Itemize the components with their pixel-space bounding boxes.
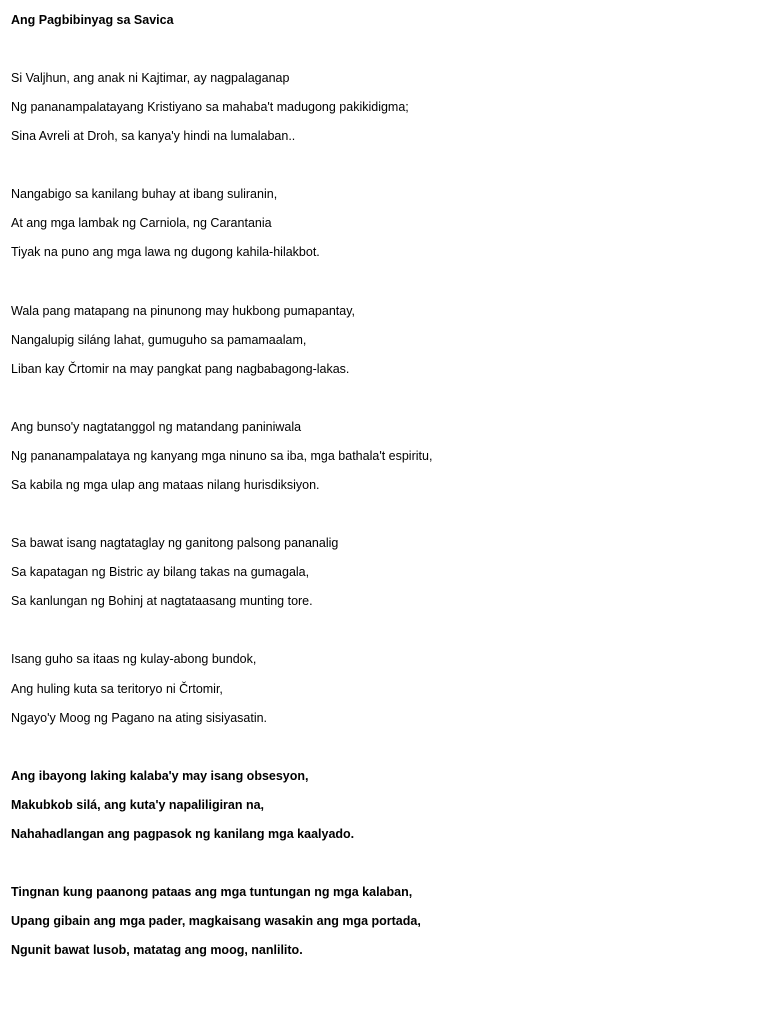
stanza-6 [11,650,751,737]
stanza-gap [11,273,751,302]
poem-line: Si Valjhun, ang anak ni Kajtimar, ay nagpalaganap [11,71,290,85]
poem-line: Sa kapatagan ng Bistric ay bilang takas na gumagala, [11,565,310,580]
stanza-1 [11,69,751,156]
poem-line: Tiyak na puno ang mga lawa ng dugong kahila-hilakbot. [11,245,320,260]
stanza-gap [11,854,751,883]
poem-line: Nangalupig siláng lahat, gumuguho sa pamamaalam, [11,332,307,347]
poem-line: Tingnan kung paanong pataas ang mga tuntungan ng mga kalaban, [11,884,413,899]
stanza-gap [11,156,751,185]
poem-line: Sa kanlungan ng Bohinj at nagtataasang munting tore. [11,594,313,609]
poem-line: Ngunit bawat lusob, matatag ang moog, nanlilito. [11,943,303,958]
poem-line: Makubkob silá, ang kuta'y napaliligiran na, [11,797,265,812]
stanza-gap [11,389,751,418]
poem-line: Upang gibain ang mga pader, magkaisang wasakin ang mga portada, [11,914,421,929]
poem-line: Sa kabila ng mga ulap ang mataas nilang hurisdiksiyon. [11,478,320,493]
stanza-gap [11,621,751,650]
poem-line: Ngayo'y Moog ng Pagano na ating sisiyasatin. [11,710,268,725]
poem-line: At ang mga lambak ng Carniola, ng Carantania [11,216,272,231]
stanza-2 [11,185,751,272]
poem-line: Sa bawat isang nagtataglay ng ganitong palsong pananalig [11,536,339,551]
stanza-gap [11,505,751,534]
poem-line: Isang guho sa itaas ng kulay-abong bundok, [11,652,257,667]
poem-line: Wala pang matapang na pinunong may hukbong pumapantay, [11,303,355,318]
poem-line: Ang huling kuta sa teritoryo ni Črtomir, [11,681,223,696]
stanza-8 [11,883,751,970]
poem-line: Sina Avreli at Droh, sa kanya'y hindi na lumalaban.. [11,129,296,144]
poem-line: Ang bunso'y nagtatanggol ng matandang paniniwala [11,419,302,434]
poem-body [11,11,751,970]
stanza-5 [11,534,751,621]
poem-line: Ng pananampalatayang Kristiyano sa mahaba't madugong pakikidigma; [11,100,409,115]
stanza-3 [11,302,751,389]
stanza-4 [11,418,751,505]
poem-line: Ang ibayong laking kalaba'y may isang obsesyon, [11,768,309,783]
poem-line: Ng pananampalataya ng kanyang mga ninuno sa iba, mga bathala't espiritu, [11,448,433,463]
poem-line: Nahahadlangan ang pagpasok ng kanilang mga kaalyado. [11,826,355,841]
poem-line: Nangabigo sa kanilang buhay at ibang suliranin, [11,187,278,202]
poem-line: Liban kay Črtomir na may pangkat pang nagbabagong-lakas. [11,361,350,376]
stanza-gap [11,40,751,69]
stanza-7 [11,767,751,854]
stanza-gap [11,738,751,767]
page-title: Ang Pagbibinyag sa Savica [11,13,174,27]
